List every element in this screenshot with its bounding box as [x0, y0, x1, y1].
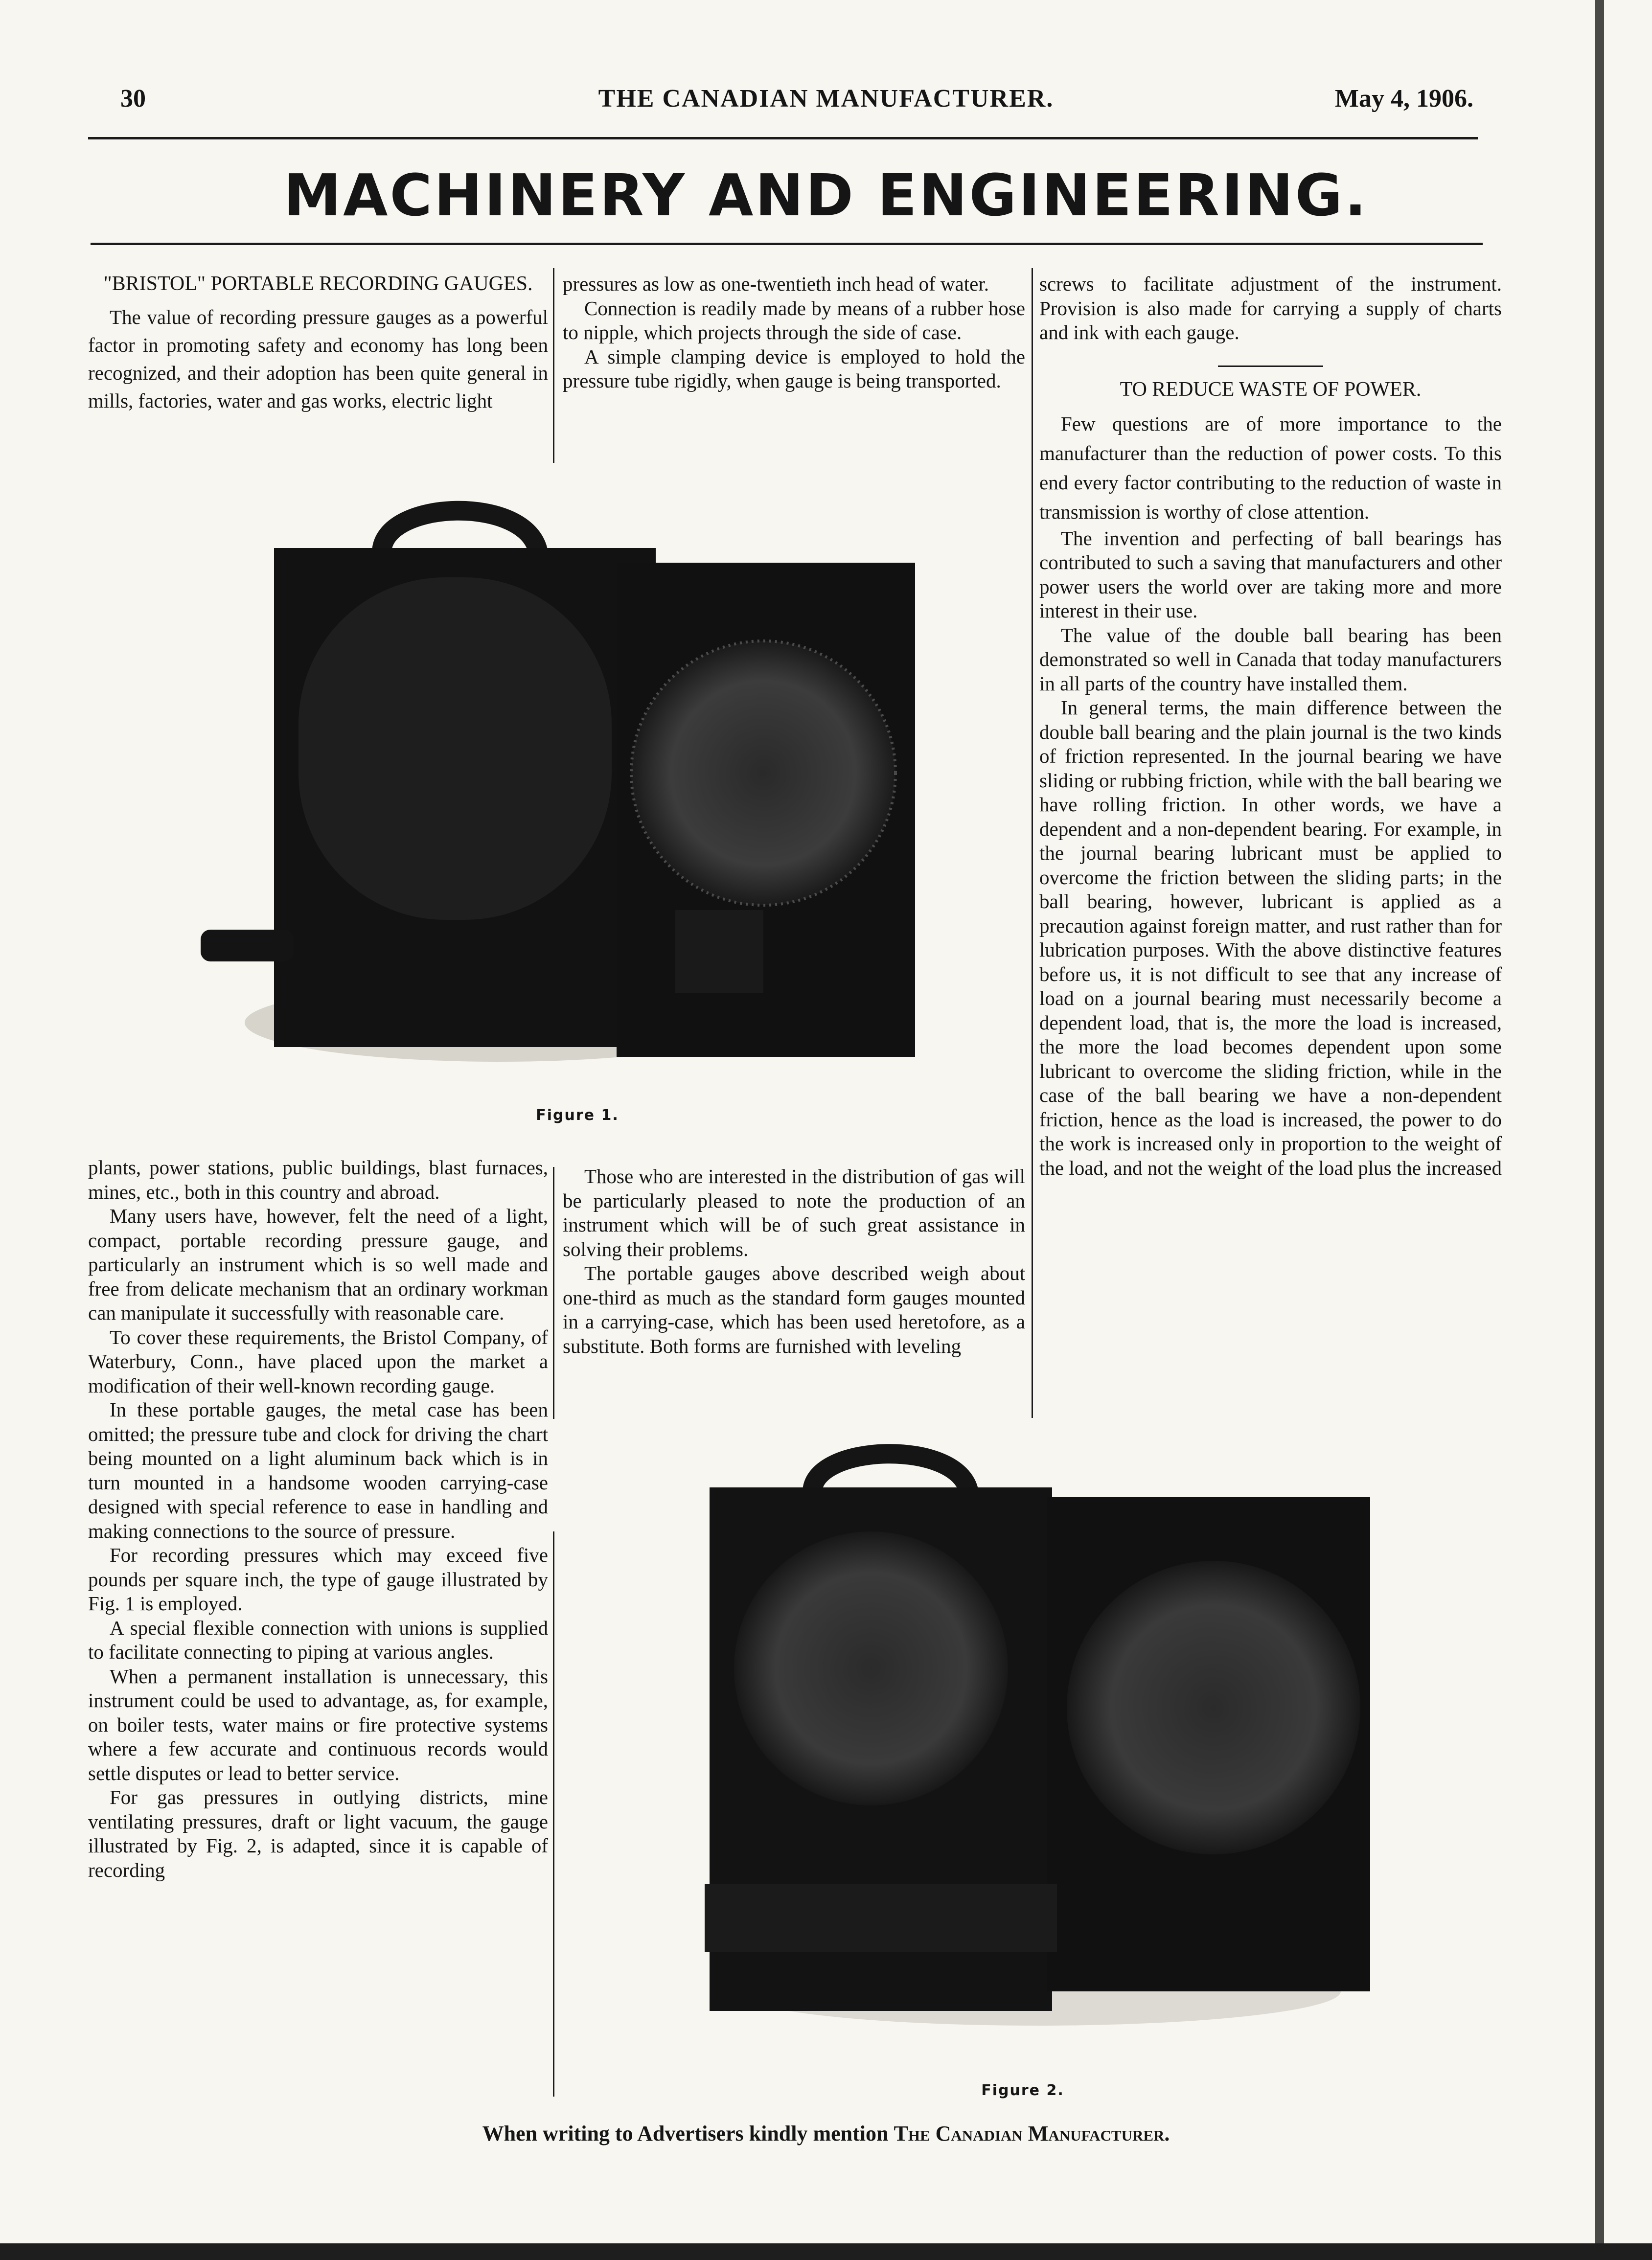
column-rule: [553, 1167, 554, 1419]
footer: [0, 2121, 1652, 2146]
footer-prefix: When writing to Advertisers kindly mention: [482, 2122, 889, 2146]
column-rule: [553, 1531, 554, 2097]
footer-publication: The Canadian Manufacturer.: [894, 2122, 1170, 2146]
paragraph: A special flexible connection with unions is supplied to facilitate connecting to piping at various angles.: [88, 1616, 548, 1663]
separator-rule: [1218, 365, 1323, 367]
paragraph: In general terms, the main difference between the double ball bearing and the plain journal is the two kinds of friction represented. In the journal bearing we have sliding or rubbing friction, while with the ball bearing we have rolling friction. In other words, we have a dependent and a non-dependent bearing. For example, in the journal bearing lubricant must be applied to overcome the friction between the sliding parts; in the ball bearing, however, lubricant is applied as a precaution against foreign matter, and rust rather than for lubrication purposes. With the above distinctive features before us, it is not difficult to see that any increase of load on a journal bearing must necessarily become a dependent load, that is, the more the load is increased, the more the load becomes dependent upon some lubricant to overcome the sliding friction, while in the case of the ball bearing we have a non-dependent friction, hence as the load is increased, the power to do the work is increased only in proportion to the weight of the load, and not the weight of the load plus the increased: [1039, 696, 1502, 1179]
paragraph: The value of the double ball bearing has been demonstrated so well in Canada that today manufacturers in all parts of the country have installed them.: [1039, 623, 1502, 695]
paragraph: When a permanent installation is unnecessary, this instrument could be used to advantage, as, for example, on boiler tests, water mains or fire protective systems where a few accurate and continuous records would settle disputes or lead to better service.: [88, 1665, 548, 1784]
article1-title-text: "BRISTOL" PORTABLE RECORDING GAUGES.: [103, 273, 533, 295]
paragraph: screws to facilitate adjustment of the instrument. Provision is also made for carrying a supply of charts and ink with each gauge.: [1039, 273, 1502, 343]
paragraph: The value of recording pressure gauges as a powerful factor in promoting safety and economy has long been recognized, and their adoption has been quite general in mills, factories, water and gas works, electric light: [88, 306, 548, 412]
paragraph: For recording pressures which may exceed five pounds per square inch, the type of gauge illustrated by Fig. 1 is employed.: [88, 1544, 548, 1615]
column-rule: [1032, 268, 1033, 1418]
paragraph: Those who are interested in the distribution of gas will be particularly pleased to note the production of an instrument which will be of such great assistance in solving their problems.: [563, 1165, 1025, 1260]
paragraph: A simple clamping device is employed to hold the pressure tube rigidly, when gauge is being transported.: [563, 345, 1025, 392]
figure-2-photo: [685, 1434, 1419, 2070]
page-number: 30: [120, 85, 146, 113]
column-rule: [553, 268, 554, 463]
paragraph: The invention and perfecting of ball bearings has contributed to such a saving that manufacturers and other power users the world over are taking more and more interest in their use.: [1039, 526, 1502, 622]
scan-edge: [0, 2243, 1652, 2260]
paragraph: Connection is readily made by means of a rubber hose to nipple, which projects through the side of case.: [563, 297, 1025, 343]
article1-title: [88, 272, 548, 296]
paragraph: To cover these requirements, the Bristol Company, of Waterbury, Conn., have placed upon the market a modification of their well-known recording gauge.: [88, 1325, 548, 1397]
paragraph: Many users have, however, felt the need of a light, compact, portable recording pressure gauge, and particularly an instrument which is so well made and free from delicate mechanism that an ordinary workman can manipulate it successfully with reasonable care.: [88, 1205, 548, 1324]
article1-col2-top: [563, 272, 1025, 393]
header-rule: [88, 137, 1478, 139]
paragraph: Few questions are of more importance to the manufacturer than the reduction of power costs. To this end every factor contributing to the reduction of waste in transmission is worthy of close attention.: [1039, 412, 1502, 523]
article2-title: TO REDUCE WASTE OF POWER.: [1120, 378, 1422, 401]
issue-date: May 4, 1906.: [1334, 85, 1473, 113]
publication-title: THE CANADIAN MANUFACTURER.: [598, 85, 1054, 113]
paragraph: The portable gauges above described weigh about one-third as much as the standard form gauges mounted in a carrying-case, which has been used heretofore, as a substitute. Both forms are furnished with leveling: [563, 1262, 1025, 1357]
paragraph: For gas pressures in outlying districts, mine ventilating pressures, draft or light vacuum, the gauge illustrated by Fig. 2, is adapted, since it is capable of recording: [88, 1786, 548, 1881]
article1-col1-bottom: [88, 1156, 548, 1882]
figure-2-caption: Figure 2.: [981, 2082, 1064, 2099]
article1-col2-bottom: [563, 1164, 1025, 1358]
paragraph: In these portable gauges, the metal case has been omitted; the pressure tube and clock for driving the chart being mounted on a light aluminum back which is in turn mounted in a handsome wooden carrying-case designed with special reference to ease in handling and making connections to the source of pressure.: [88, 1398, 548, 1542]
figure-1-caption: Figure 1.: [536, 1107, 619, 1124]
section-title: MACHINERY AND ENGINEERING.: [283, 161, 1369, 229]
scan-edge: [1595, 0, 1604, 2260]
article2-column: [1039, 272, 1502, 1180]
paragraph: plants, power stations, public buildings, blast furnaces, mines, etc., both in this country and abroad.: [88, 1156, 548, 1203]
paragraph: pressures as low as one-twentieth inch head of water.: [563, 273, 989, 295]
figure-1-photo: [186, 479, 979, 1101]
article1-col1-top: [88, 272, 548, 415]
title-rule: [91, 243, 1483, 245]
